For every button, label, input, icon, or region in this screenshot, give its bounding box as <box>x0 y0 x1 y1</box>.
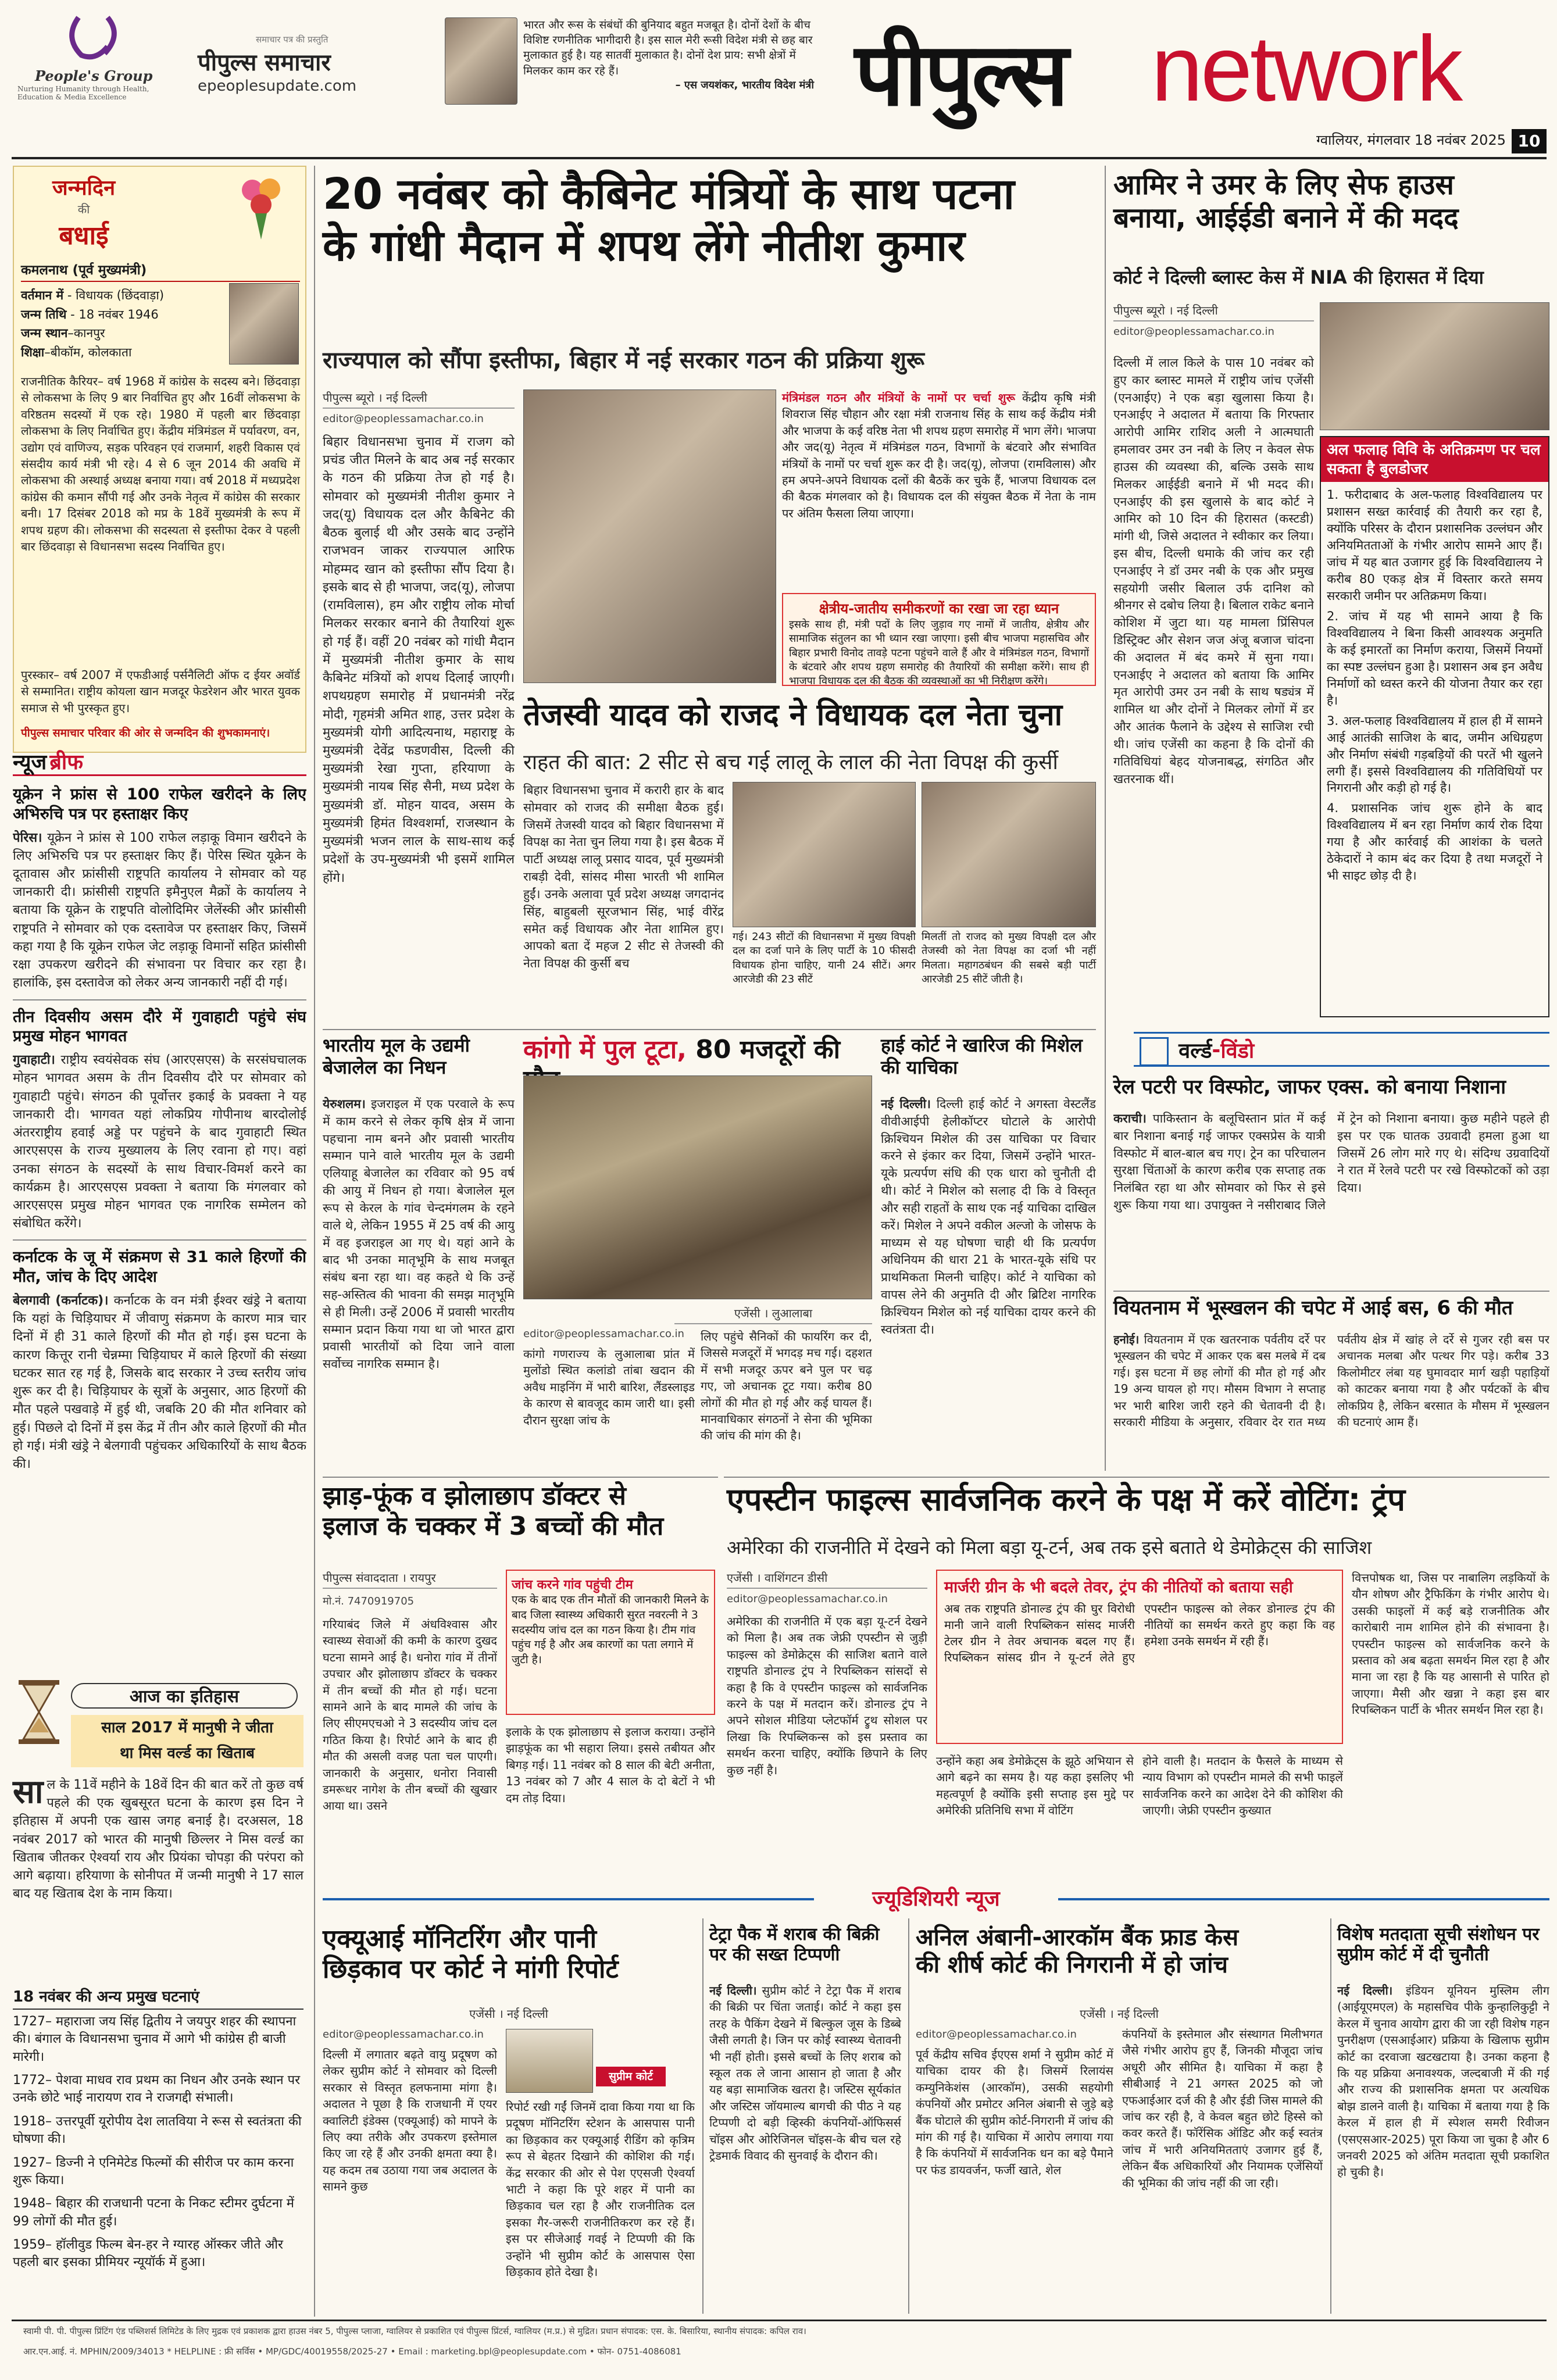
misheel-dateline: नई दिल्ली। <box>881 1097 931 1111</box>
tejashwi-photo-2 <box>922 782 1096 927</box>
al-falah-point: 1. फरीदाबाद के अल-फलाह विश्वविद्यालय पर प्रशासन सख्त कार्रवाई की तैयारी कर रहा है, क्योंकि परिसर के दौरान प्रशासनिक उल्लंघन और अनियमितताओं के गंभीर आरोप सामने आए हैं। जांच में यह बात उजागर हुई कि विश्वविद्यालय ने करीब 80 एकड़ क्षेत्र में विस्तार करते समय सरकारी जमीन पर अतिक्रमण किया। <box>1327 488 1542 603</box>
group-tagline: Nurturing Humanity through Health, Education & Media Excellence <box>17 85 149 101</box>
nia-email: editor@peoplessamachar.co.in <box>1113 326 1274 338</box>
jaishankar-photo <box>445 17 517 105</box>
world-item1-title: रेल पटरी पर विस्फोट, जाफर एक्स. को बनाया निशाना <box>1113 1075 1506 1099</box>
news-brief-list <box>13 785 306 1680</box>
section-rule <box>323 1029 1096 1030</box>
judiciary-item1-col1: दिल्ली में लगातार बढ़ते वायु प्रदूषण को लेकर सुप्रीम कोर्ट ने सोमवार को दिल्ली सरकार से विस्तृत हलफनामा मांगा है। अदालत ने पूछा है कि राजधानी में एयर क्वालिटी इंडेक्स (एक्यूआई) को मापने के लिए क्या तरीके और उपकरण इस्तेमाल किए जा रहे हैं और उनकी क्षमता क्या है। यह कदम तब उठाया गया जब अदालत के सामने कुछ <box>323 2047 497 2194</box>
child-deaths-headline-line2: इलाज के चक्कर में 3 बच्चों की मौत <box>323 1511 664 1541</box>
lead-byline: पीपुल्स ब्यूरो । नई दिल्ली <box>323 389 515 409</box>
hourglass-icon <box>13 1677 65 1747</box>
epstein-box <box>936 1570 1343 1744</box>
lead-headline-line1: 20 नवंबर को कैबिनेट मंत्रियों के साथ पटना <box>323 169 1015 219</box>
congo-col2: लिए पहुंचे सैनिकों की फायरिंग कर दी, जिससे मजदूरों में भगदड़ मच गई। दहशत में सभी मजदूर ऊपर बने पुल पर चढ़ गए, जो अचानक टूट गया। करीब 80 लोगों की मौत हो गई और कई घायल हैं। मानवाधिकार संगठनों ने सेना की भूमिका की जांच की मांग की है। <box>701 1330 872 1443</box>
al-falah-point: 4. प्रशासनिक जांच शुरू होने के बाद विश्वविद्यालय में बन रहा निर्माण कार्य रोक दिया गया है और कार्रवाई की आशंका के चलते ठेकेदारों ने काम बंद कर दिया है तथा मजदूरों ने भी साइट छोड़ दी है। <box>1327 801 1542 883</box>
lead-headline <box>323 169 1096 320</box>
epstein-col2: उन्होंने कहा अब डेमोक्रेट्स के झूठे अभियान से आगे बढ़ने का समय है। यह कहा इसलिए भी महत्वपूर्ण है क्योंकि इसी सप्ताह इस मुद्दे पर अमेरिकी प्रतिनिधि सभा में वोटिंग <box>936 1754 1134 1818</box>
al-falah-title: अल फलाह विवि के अतिक्रमण पर चल सकता है बुलडोजर <box>1321 437 1548 482</box>
misheel-text: दिल्ली हाई कोर्ट ने अगस्ता वेस्टलैंड वीवीआईपी हेलीकॉप्टर घोटाले के आरोपी क्रिश्चियन मिशेल की उस याचिका पर विचार करने से इंकार कर दिया, जिसमें उन्होंने भारत-यूके प्रत्यर्पण संधि की एक धारा को चुनौती दी थी। कोर्ट ने मिशेल को सलाह दी कि वे विस्तृत और सही राहतों के साथ एक नई याचिका दाखिल करें। मिशेल ने अपने वकील अल्जो के जोसफ के माध्यम से यह घोषणा चाही थी कि प्रत्यर्पण अधिनियम की धारा 21 के भारत-यूके संधि पर प्राथमिकता मिलनी चाहिए। कोर्ट ने याचिका को वापस लेने की अनुमति दी और ब्रिटिश नागरिक क्रिश्चियन मिशेल को नई याचिका दायर करने की स्वतंत्रता दी। <box>881 1097 1096 1336</box>
history-event: 1772– पेशवा माधव राव प्रथम का निधन और उनके स्थान पर उनके छोटे भाई नारायण राव ने राजगद्दी संभाली। <box>13 2073 301 2106</box>
al-falah-points <box>1321 482 1548 892</box>
section-rule <box>323 1477 718 1478</box>
peoples-group-emblem-icon <box>58 12 128 64</box>
history-event: 1918– उत्तरपूर्वी यूरोपीय देश लातविया ने रूस से स्वतंत्रता की घोषणा की। <box>13 2114 302 2147</box>
paper-small-text: समाचार पत्र की प्रस्तुति <box>256 34 328 45</box>
lead-box <box>782 593 1096 686</box>
congo-email: editor@peoplessamachar.co.in <box>523 1328 684 1340</box>
judiciary-item3-col2: कंपनियों के इस्तेमाल और संस्थागत मिलीभगत जैसे गंभीर आरोप हुए हैं, जिनकी मौजूदा जांच अधूरी और सीमित है। याचिका में कहा है सीबीआई ने 21 अगस्त 2025 को जो एफआईआर दर्ज की है और ईडी जिस मामले की जांच कर रही है, वे केवल बहुत छोटे हिस्से को कवर करते हैं। फॉरेंसिक ऑडिट और कई स्वतंत्र जांच में भारी अनियमितताएं उजागर हुई हैं, लेकिन बैंक अधिकारियों और नियामक एजेंसियों की भूमिका की जांच नहीं की जा रही। <box>1122 2027 1323 2190</box>
footer-rule <box>12 2320 1547 2321</box>
brief-2-title: तीन दिवसीय असम दौरे में गुवाहाटी पहुंचे संघ प्रमुख मोहन भागवत <box>13 1007 306 1046</box>
tejashwi-subhead: राहत की बात: 2 सीट से बच गई लालू के लाल की नेता विपक्ष की कुर्सी <box>523 751 1058 774</box>
birthplace-label: जन्म स्थान <box>21 326 68 341</box>
al-falah-point: 3. अल-फलाह विश्वविद्यालय में हाल ही में सामने आई आतंकी साजिश के बाद, जमीन अधिग्रहण और निर्माण संबंधी गड़बड़ियों की परतें भी खुलने लगी हैं। इससे विश्वविद्यालय की गतिविधियों पर निगरानी और कड़ी हो गई है। <box>1327 713 1542 795</box>
current-value: - विधायक (छिंदवाड़ा) <box>67 288 165 302</box>
tejashwi-body: बिहार विधानसभा चुनाव में करारी हार के बाद सोमवार को राजद की समीक्षा बैठक हुई। जिसमें तेजस्वी यादव को बिहार विधानसभा में विपक्ष का नेता चुन लिया गया है। इस बैठक में पार्टी अध्यक्ष लालू प्रसाद यादव, पूर्व मुख्यमंत्री राबड़ी देवी, सांसद मीसा भारती भी शामिल हुईं। उनके अलावा पूर्व प्रदेश अध्यक्ष जगदानंद सिंह, बाहुबली सूरजभान सिंह, भाई वीरेंद्र समेत कई विधायक और नेता शामिल हुए। आपको बता दें महज 2 सीट से तेजस्वी की नेता विपक्ष की कुर्सी बच <box>523 783 724 971</box>
lead-box-body: इसके साथ ही, मंत्री पदों के लिए जुड़ाव गए नामों में जातीय, क्षेत्रीय और सामाजिक संतुलन का भी ध्यान रखा जाएगा। इसी बीच भाजपा महासचिव और बिहार प्रभारी विनोद तावड़े पटना पहुंचने वाले हैं और वे मंत्रिमंडल गठन, विभागों के बंटवारे और शपथ ग्रहण समारोह की तैयारियों की समीक्षा करेंगे। साथ ही भाजपा विधायक दल की बैठक की व्यवस्थाओं का भी निरीक्षण करेंगे। <box>789 619 1089 688</box>
column-divider <box>1330 1918 1331 2314</box>
nia-byline: पीपुल्स ब्यूरो । नई दिल्ली <box>1113 302 1314 321</box>
judiciary-item3-email: editor@peoplessamachar.co.in <box>916 2028 1077 2040</box>
title-english: network <box>1151 16 1461 120</box>
brief-2-body: राष्ट्रीय स्वयंसेवक संघ (आरएसएस) के सरसंघचालक मोहन भागवत असम के तीन दिवसीय दौरे पर सोमवार को गुवाहाटी पहुंचे। संगठन की पूर्वोत्तर इकाई के प्रवक्ता ने यह जानकारी दी। भागवत यहां लोकप्रिय गोपीनाथ बारदोलोई अंतरराष्ट्रीय हवाई अड्डे पर पहुंचने के बाद गुवाहाटी स्थित आरएसएस के राज्य मुख्यालय के लिए रवाना हो गए। वहां उनका संगठन के सदस्यों के साथ विचार-विमर्श करने का कार्यक्रम है। आरएसएस प्रवक्ता ने बताया कि मंगलवार को आरएसएस प्रमुख मोहन भागवत एक नागरिक सम्मेलन को संबोधित करेंगे। <box>13 1053 306 1231</box>
brief-2-dateline: गुवाहाटी। <box>13 1053 55 1068</box>
world-item2-body <box>1113 1331 1549 1471</box>
current-label: वर्तमान में <box>21 288 64 302</box>
epstein-email: editor@peoplessamachar.co.in <box>727 1593 888 1605</box>
history-subtitle-line2: था मिस वर्ल्ड का खिताब <box>120 1745 255 1762</box>
epstein-box-body: अब तक राष्ट्रपति डोनाल्ड ट्रंप की घुर विरोधी मानी जाने वाली रिपब्लिकन सांसद मार्जरी टेलर ग्रीन ने तेवर अचानक बदल गए हैं। रिपब्लिकन सांसद ग्रीन ने यू-टर्न लेते हुए एपस्टीन फाइल्स को लेकर डोनाल्ड ट्रंप की नीतियों का समर्थन करते हुए कहा कि वह हमेशा उनके समर्थन में रही हैं। <box>944 1602 1335 1664</box>
lead-email: editor@peoplessamachar.co.in <box>323 413 484 425</box>
brief-3-body: कर्नाटक के वन मंत्री ईश्वर खंड्रे ने बताया कि यहां के चिड़ियाघर में जीवाणु संक्रमण के कारण मात्र चार दिनों में ही 31 काले हिरणों की मौत हो गई। इस घटना के कारण कित्तूर रानी चेन्नम्मा चिड़ियाघर में काले हिरणों की संख्या घटकर सात रह गई है, जिसके बाद सरकार ने उच्च स्तरीय जांच शुरू कर दी है। चिड़ियाघर के सूत्रों के अनुसार, आठ हिरणों की मौत पहले पखवाड़े में हुई थी, जबकि 20 की मौत शनिवार को हुई। पिछले दो दिनों में इस केंद्र में तीन और काले हिरणों की मौत हो गई। मंत्री खंड्रे ने बेलगावी पहुंचकर अधिकारियों के साथ बैठक की। <box>13 1293 306 1472</box>
child-deaths-col1: गरियाबंद जिले में अंधविश्वास और स्वास्थ्य सेवाओं की कमी के कारण दुखद घटना सामने आई है। धनोरा गांव में तीनों उपचार और झोलाछाप डॉक्टर के चक्कर में तीन बच्चों की मौत हो गई। घटना सामने आने के बाद मामले की जांच के लिए सीएमएचओ ने 3 सदस्यीय जांच दल गठित किया है। रिपोर्ट आने के बाद ही मौत की असली वजह पता चल पाएगी। जानकारी के अनुसार, धनोरा निवासी डमरूधर नागेश के तीन बच्चों की खुखार आया था। उसने <box>323 1617 497 1813</box>
brief-1-title: यूक्रेन ने फ्रांस से 100 राफेल खरीदने के लिए अभिरुचि पत्र पर हस्ताक्षर किए <box>13 785 306 823</box>
epstein-box-title: मार्जरी ग्रीन के भी बदले तेवर, ट्रंप की नीतियों को बताया सही <box>944 1578 1293 1596</box>
history-events-list <box>13 2013 303 2292</box>
misheel-body <box>881 1096 1096 1471</box>
al-falah-point: 2. जांच में यह भी सामने आया है कि विश्वविद्यालय ने बिना किसी आवश्यक अनुमति के कई इमारतों का निर्माण कराया, जिसमें नियमों का स्पष्ट उल्लंघन हुआ है। प्रशासन अब इन अवैध निर्माणों को ध्वस्त करने की योजना तैयार कर रहा है। <box>1327 609 1542 707</box>
world-item2-title: वियतनाम में भूस्खलन की चपेट में आई बस, 6 की मौत <box>1113 1296 1513 1320</box>
nia-photo <box>1320 302 1549 430</box>
quote-text: भारत और रूस के संबंधों की बुनियाद बहुत मजबूत है। दोनों देशों के बीच विशिष्ट रणनीतिक भागीदारी है। इस साल मेरी रूसी विदेश मंत्री से छह बार मुलाकात हुई है। यह सातवीं मुलाकात है। दोनों देश प्राय: सभी क्षेत्रों में मिलकर काम कर रहे हैं। <box>523 19 813 77</box>
nia-body: दिल्ली में लाल किले के पास 10 नवंबर को हुए कार ब्लास्ट मामले में राष्ट्रीय जांच एजेंसी (एनआईए) ने एक बड़ा खुलासा किया है। एनआईए ने अदालत में बताया कि गिरफ्तार आरोपी आमिर राशिद अली ने आत्मघाती हमलावर उमर उन नबी के लिए न केवल सेफ हाउस की व्यवस्था की, बल्कि उसके साथ मिलकर आईईडी बनाने में भी मदद की। एनआईए की इस खुलासे के बाद कोर्ट ने आमिर को 10 दिन की हिरासत (कस्टडी) मांगी थी, जिसे अदालत ने स्वीकार कर लिया। इस बीच, दिल्ली धमाके की जांच कर रही एनआईए ने डॉ उमर नबी के एक और प्रमुख सहयोगी जसीर बिलाल उर्फ दानिश को श्रीनगर से दबोच लिया है। बिलाल राकेट बनाने कोशिश में जुटा था। यह मामला प्रिंसिपल डिस्ट्रिक्ट और सेशन जज अंजू बजाज चांदना की अदालत में बंद कमरे में सुना गया। एनआईए ने अदालत को बताया कि आमिर मृत आरोपी उमर उन नबी के साथ षड्यंत्र में शामिल था और दोनों ने मिलकर लोगों में डर और आतंक फैलाने के उद्देश्य से साजिश रची थी। जांच एजेंसी का कहना है कि दोनों की गतिविधियां बेहद योजनाबद्ध, संगठित और खतरनाक थीं। <box>1113 356 1314 786</box>
judiciary-item2-body <box>709 1982 901 2311</box>
title-hindi: पीपुल्स <box>855 24 1067 126</box>
birthday-name: कमलनाथ (पूर्व मुख्यमंत्री) <box>21 260 300 282</box>
birthday-heading-top: जन्मदिन <box>52 176 116 200</box>
nia-subhead: कोर्ट ने दिल्ली ब्लास्ट केस में NIA की हिरासत में दिया <box>1113 266 1484 288</box>
obituary-body <box>323 1096 515 1471</box>
brief-1-dateline: पेरिस। <box>13 830 42 845</box>
judiciary-item3-byline: एजेंसी । नई दिल्ली <box>1080 2007 1159 2021</box>
brief-divider <box>13 999 306 1000</box>
birthday-facts <box>21 286 213 362</box>
section-rule <box>1113 1291 1549 1292</box>
congo-col1: कांगो गणराज्य के लुआलाबा प्रांत में मुलोंडो स्थित कलांडो तांबा खदान की अवैध माइनिंग में भारी बारिश, लैंडस्लाइड के कारण से बावजूद काम जारी था। इसी दौरान सुरक्षा जांच के <box>523 1347 695 1427</box>
judiciary-item2-headline: टेट्रा पैक में शराब की बिक्री पर की सख्त टिप्पणी <box>709 1924 880 1966</box>
lead-body: बिहार विधानसभा चुनाव में राजग को प्रचंड जीत मिलने के बाद अब नई सरकार के गठन की प्रक्रिया तेज हो गई है। सोमवार को मुख्यमंत्री नीतीश कुमार ने जद(यू) विधायक दल और कैबिनेट की बैठक बुलाई थी और उसके बाद उन्होंने राजभवन जाकर राज्यपाल आरिफ मोहम्मद खान को इस्तीफा सौंप दिया है। इसके बाद से ही भाजपा, जद(यू), लोजपा (रामविलास), हम और राष्ट्रीय लोक मोर्चा मिलकर सरकार बनाने की तैयारियां शुरू हो गई हैं। वहीं 20 नवंबर को गांधी मैदान में मुख्यमंत्री नीतीश कुमार के साथ कैबिनेट मंत्रियों को शपथ दिलाई जाएगी। शपथग्रहण समारोह में प्रधानमंत्री नरेंद्र मोदी, गृहमंत्री अमित शाह, उत्तर प्रदेश के मुख्यमंत्री योगी आदित्यनाथ, महाराष्ट्र के मुख्यमंत्री देवेंद्र फडणवीस, दिल्ली की मुख्यमंत्री रेखा गुप्ता, हरियाणा के मुख्यमंत्री नायब सिंह सैनी, मध्य प्रदेश के मुख्यमंत्री डॉ. मोहन यादव, असम के मुख्यमंत्री हिमंत विश्वशर्मा, राजस्थान के मुख्यमंत्री भजन लाल के साथ-साथ कई प्रदेशों के उप-मुख्यमंत्री भी इसमें शामिल होंगे। <box>323 435 515 885</box>
column-divider <box>1105 166 1106 1471</box>
birthday-box <box>13 166 306 753</box>
history-event: 1948– बिहार की राजधानी पटना के निकट स्टीमर दुर्घटना में 99 लोगों की मौत हुई। <box>13 2196 294 2229</box>
history-events-heading: 18 नवंबर की अन्य प्रमुख घटनाएं <box>13 1985 303 2010</box>
child-deaths-box <box>506 1570 715 1715</box>
child-deaths-box-body: एक के बाद एक तीन मौतों की जानकारी मिलने के बाद जिला स्वास्थ्य अधिकारी सुरत नवरत्नी ने 3 सदस्यीय जांच दल का गठन किया है। टीम गांव पहुंच गई है और अब कारणों का पता लगाने में जुटी है। <box>512 1593 709 1667</box>
column-divider <box>702 1918 703 2314</box>
history-subtitle <box>71 1715 303 1767</box>
page-number: 10 <box>1512 129 1547 153</box>
child-deaths-phone: मो.नं. 7470919705 <box>323 1595 415 1607</box>
history-event: 1959– हॉलीवुड फिल्म बेन-हर ने ग्यारह ऑस्कर जीते और पहली बार इसका प्रीमियर न्यूयॉर्क में हुआ। <box>13 2237 284 2270</box>
education-label: शिक्षा <box>21 345 45 359</box>
brief-3-title: कर्नाटक के जू में संक्रमण से 31 काले हिरणों की मौत, जांच के दिए आदेश <box>13 1248 306 1287</box>
group-name: People's Group <box>35 67 153 84</box>
peoples-group-logo <box>12 12 180 99</box>
flower-bouquet-icon <box>229 173 293 242</box>
lead-subhead: राज्यपाल को सौंपा इस्तीफा, बिहार में नई सरकार गठन की प्रक्रिया शुरू <box>323 347 924 374</box>
masthead-rule <box>12 157 1547 159</box>
history-subtitle-line1: साल 2017 में मानुषी ने जीता <box>101 1719 273 1736</box>
judiciary-item1-headline-line2: छिड़काव पर कोर्ट ने मांगी रिपोर्ट <box>323 1954 619 1984</box>
dob-value: - 18 नवंबर 1946 <box>70 307 159 321</box>
kamalnath-photo <box>229 283 299 364</box>
judiciary-item3-col1: पूर्व केंद्रीय सचिव ईएएस शर्मा ने सुप्रीम कोर्ट में याचिका दायर की है। जिसमें रिलायंस कम्युनिकेशंस (आरकॉम), उसकी सहयोगी कंपनियों और प्रमोटर अनिल अंबानी से जुड़े बड़े बैंक घोटाले की सुप्रीम कोर्ट-निगरानी में जांच की मांग की गई है। याचिका में आरोप लगाया गया है कि कंपनियों में सार्वजनिक धन का बड़े पैमाने पर फंड डायवर्जन, फर्जी खाते, शेल <box>916 2047 1113 2177</box>
section-rule <box>724 1477 1549 1478</box>
news-brief-label-b: ब्रीफ <box>49 751 83 774</box>
birthday-career: राजनीतिक कैरियर– वर्ष 1968 में कांग्रेस के सदस्य बने। छिंदवाड़ा से लोकसभा के लिए 9 बार निर्वाचित हुए और 16वीं लोकसभा के वरिष्ठतम सदस्यों में एक रहे। 1980 में पहली बार छिंदवाड़ा लोकसभा के लिए निर्वाचित हुए। केंद्रीय मंत्रिमंडल में पर्यावरण, वन, उद्योग एवं वाणिज्य, सड़क परिवहन एवं राजमार्ग, शहरी विकास एवं संसदीय कार्य मंत्री भी रहे। 4 से 6 जून 2014 की अवधि में लोकसभा की अस्थाई अध्यक्ष बनाया गया। वर्ष 2018 में मध्यप्रदेश कांग्रेस की कमान सौंपी गई और उनके नेतृत्व में कांग्रेस की सरकार बनी। 17 दिसंबर 2018 को मप्र के 18वें मुख्यमंत्री के रूप में शपथ ग्रहण की। लोकसभा की सदस्यता से इस्तीफा देकर वे पहली बार छिंदवाड़ा से विधानसभा सदस्य निर्वाचित हुए। <box>21 374 300 553</box>
world-window-header: वर्ल्ड-विंडो <box>1134 1032 1549 1067</box>
history-event: 1727– महाराजा जय सिंह द्वितीय ने जयपुर शहर की स्थापना की। बंगाल के विधानसभा चुनाव में आगे भी कांग्रेस ही बाजी मारेगी। <box>13 2014 297 2064</box>
birthplace-value: –कानपुर <box>67 326 105 341</box>
lead-headline-line2: के गांधी मैदान में शपथ लेंगे नीतीश कुमार <box>323 220 965 271</box>
judiciary-item2-dateline: नई दिल्ली। <box>709 1984 757 1997</box>
obituary-text: इजराइल में एक परवाले के रूप में काम करने से लेकर कृषि क्षेत्र में जाना पहचाना नाम बनने और प्रवासी भारतीय सम्मान पाने वाले भारतीय मूल के उद्यमी एलियाहू बेजालेल का रविवार को 95 वर्ष की आयु में निधन हो गया। बेजालेल मूल रूप से केरल के गांव चेन्दमंगलम के रहने वाले थे, लेकिन 1955 में 25 वर्ष की आयु में वह इजराइल आ गए थे। यहां आने के बाद भी उनका मातृभूमि के साथ मजबूत संबंध बना रहा था। वह कहते थे कि उन्हें सह-अस्तित्व की भावना की समझ मातृभूमि से ही मिली। उन्हें 2006 में प्रवासी भारतीय सम्मान प्रदान किया गया था जो भारत द्वारा प्रवासी भारतीयों को दिया जाने वाला सर्वोच्च नागरिक सम्मान है। <box>323 1097 515 1371</box>
judiciary-item1-email: editor@peoplessamachar.co.in <box>323 2028 484 2040</box>
brief-3-dateline: बेलगावी (कर्नाटक)। <box>13 1293 109 1308</box>
news-brief-label-a: न्यूज <box>13 751 47 774</box>
tejashwi-caption-2: मिलतीं तो राजद को मुख्य विपक्षी दल और तेजस्वी को नेता विपक्ष का दर्जा भी नहीं मिलता। महागठबंधन की सबसे बड़ी पार्टी आरजेडी 25 सीटें जीती है। <box>922 931 1096 985</box>
imprint-line1: स्वामी पी. पी. पीपुल्स प्रिंटिंग एंड पब्लिशर्स लिमिटेड के लिए मुद्रक एवं प्रकाशक द्वारा हाउस नंबर 5, पीपुल्स प्लाजा, ग्वालियर से प्रकाशित एवं पीपुल्स प्रिंटर्स, ग्वालियर (म.प्र.) से मुद्रित। प्रधान संपादक: एस. के. बिसारिया, स्थानीय संपादक: कपिल राव। <box>23 2326 806 2336</box>
history-text: ल के 11वें महीने के 18वें दिन की बात करें तो कुछ वर्ष पहले की एक खुबसूरत घटना के कारण इस दिन ने इतिहास में अपनी एक खास जगह बनाई है। दरअसल, 18 नवंबर 2017 को भारत की मानुषी छिल्लर ने मिस वर्ल्ड का खिताब जीतकर ऐश्वर्या राय और प्रियंका चोपड़ा की परंपरा को आगे बढ़ाया। हरियाणा के सोनीपत में जन्मी मानुषी ने 17 साल बाद यह खिताब देश के नाम किया। <box>13 1778 303 1902</box>
dateline: ग्वालियर, मंगलवार 18 नवंबर 2025 <box>1316 132 1506 148</box>
brief-1-body: यूक्रेन ने फ्रांस से 100 राफेल लड़ाकू विमान खरीदने के लिए अभिरुचि पत्र पर हस्ताक्षर किए हैं। पेरिस स्थित यूक्रेन के दूतावास और फ्रांसीसी राष्ट्रपति कार्यालय ने सोमवार को यह जानकारी दी। फ्रांसीसी राष्ट्रपति इमैनुएल मैक्रों के कार्यालय ने बताया कि यूक्रेन के राष्ट्रपति वोलोदिमिर जेलेंस्की और फ्रांसीसी राष्ट्रपति ने सोमवार को एक दस्तावेज पर हस्ताक्षर किए, जिसमें कहा गया है कि यूक्रेन राफेल जेट लड़ाकू विमानों सहित फ्रांसीसी रक्षा उपकरण खरीदने की संभावना पर विचार कर रहा है। हालांकि, इस दस्तावेज को लेकर अन्य जानकारी नहीं दी गई। <box>13 830 306 991</box>
column-divider <box>314 166 315 2317</box>
lead-box-title: क्षेत्रीय-जातीय समीकरणों का रखा जा रहा ध्यान <box>819 601 1059 617</box>
history-dropcap: सा <box>13 1773 44 1811</box>
judiciary-item1-byline: एजेंसी । नई दिल्ली <box>469 2007 548 2021</box>
news-brief-header <box>13 747 306 776</box>
quote-box <box>523 17 814 110</box>
nia-headline-line2: बनाया, आईईडी बनाने में की मदद <box>1113 201 1459 234</box>
world-item1-body <box>1113 1110 1549 1285</box>
obituary-dateline: येरुशलम। <box>323 1097 366 1111</box>
lead-photo <box>523 389 776 683</box>
network-title <box>855 12 1552 128</box>
misheel-headline: हाई कोर्ट ने खारिज की मिशेल की याचिका <box>881 1034 1083 1078</box>
child-deaths-col3: इलाके के एक झोलाछाप से इलाज कराया। उन्होंने झाड़फूंक का भी सहारा लिया। इससे तबीयत और बिगड़ गई। 11 नवंबर को 8 साल की बेटी अनीता, 13 नवंबर को 7 और 4 साल के दो बेटों ने भी दम तोड़ दिया। <box>506 1725 715 1805</box>
nia-headline-line1: आमिर ने उमर के लिए सेफ हाउस <box>1113 169 1454 201</box>
world-item1-dateline: कराची। <box>1113 1112 1147 1125</box>
obituary-headline: भारतीय मूल के उद्यमी बेजालेल का निधन <box>323 1034 470 1078</box>
congo-headline-a: कांगो में पुल टूटा, <box>523 1035 687 1064</box>
globe-icon <box>1140 1037 1169 1066</box>
epstein-col3: होने वाली है। मतदान के फैसले के माध्यम से न्याय विभाग को एपस्टीन मामले की सभी फाइलें सार्वजनिक करने का आदेश देने की कोशिश की जाएगी। जेफ्री एपस्टीन कुख्यात <box>1142 1754 1343 1818</box>
lead-sidebar <box>782 389 1096 590</box>
judiciary-item3-headline <box>916 1924 1323 2000</box>
child-deaths-headline <box>323 1481 718 1563</box>
birthday-heading <box>31 173 136 251</box>
world-item2-text: वियतनाम में एक खतरनाक पर्वतीय दर्रे पर भूस्खलन की चपेट में आकर एक बस मलबे में दब गई। इस घटना में छह लोगों की मौत हो गई और 19 अन्य घायल हो गए। मौसम विभाग ने सप्ताह भर भारी बारिश जारी रहने की चेतावनी दी है। सरकारी मीडिया के अनुसार, रविवार देर रात मध्य पर्वतीय क्षेत्र में खांह ले दर्रे से गुजर रही बस पर अचानक मलबा और पत्थर गिर पड़े। करीब 33 किलोमीटर लंबा यह घुमावदार मार्ग खड़ी पहाड़ियों को काटकर बनाया गया है और पर्यटकों के बीच लोकप्रिय है, लेकिन बरसात के मौसम में भूस्खलन की घटनाएं आम हैं। <box>1113 1332 1549 1429</box>
brief-divider <box>13 1239 306 1241</box>
congo-headline-b: 80 मजदूरों की <box>695 1035 841 1064</box>
tejashwi-caption-1: गई। 243 सीटों की विधानसभा में मुख्य विपक्षी दल का दर्जा पाने के लिए पार्टी के 10 फीसदी विधायक होना चाहिए, यानी 24 सीटें। अगर आरजेडी की 23 सीटें <box>733 931 916 985</box>
epstein-col1: अमेरिका की राजनीति में एक बड़ा यू-टर्न देखने को मिला है। अब तक जेफ्री एपस्टीन से जुड़ी फाइल्स को डेमोक्रेट्स की साजिश बताने वाले राष्ट्रपति डोनाल्ड ट्रंप ने रिपब्लिकन सांसदों से कहा है कि वे एपस्टीन फाइल्स को सार्वजनिक करने के पक्ष में मतदान करें। डोनाल्ड ट्रंप ने अपने सोशल मीडिया प्लेटफॉर्म ट्रुथ सोशल पर लिखा कि रिपब्लिकन्स को इस प्रस्ताव का समर्थन करना चाहिए, क्योंकि छिपाने के लिए कुछ नहीं है। <box>727 1614 927 1777</box>
child-deaths-byline: पीपुल्स संवाददाता । रायपुर <box>323 1570 497 1589</box>
supreme-court-stamp: सुप्रीम कोर्ट <box>596 2067 666 2086</box>
child-deaths-headline-line1: झाड़-फूंक व झोलाछाप डॉक्टर से <box>323 1481 626 1511</box>
epstein-col4: वित्तपोषक था, जिस पर नाबालिग लड़कियों के यौन शोषण और ट्रैफिकिंग के गंभीर आरोप थे। उसकी फाइलों में कई बड़े राजनीतिक और कारोबारी नाम शामिल होने की संभावना है। एपस्टीन फाइल्स को सार्वजनिक करने के प्रस्ताव को अब बढ़ता समर्थन मिल रहा है और माना जा रहा है कि यह आसानी से पारित हो जाएगा। मैसी और खन्ना ने कहा इस बार रिपब्लिकन पार्टी के भीतर समर्थन मिल रहा है। <box>1352 1571 1549 1717</box>
paper-brand <box>198 34 430 98</box>
nia-headline <box>1113 169 1549 256</box>
congo-byline: एजेंसी । लुआलाबा <box>674 1305 872 1324</box>
lead-sidebar-title: मंत्रिमंडल गठन और मंत्रियों के नामों पर चर्चा शुरू <box>782 391 1015 405</box>
world-item2-dateline: हनोई। <box>1113 1332 1140 1346</box>
world-label-b: विंडो <box>1220 1039 1255 1063</box>
judiciary-item1-headline-line1: एक्यूआई मॉनिटरिंग और पानी <box>323 1924 597 1954</box>
paper-name: पीपुल्स समाचार <box>198 49 331 76</box>
birthday-awards: पुरस्कार– वर्ष 2007 में एफडीआई पर्सनैलिटी ऑफ द ईयर अवॉर्ड से सम्मानित। राष्ट्रीय कोयला खान मजदूर फेडरेशन और भारत युवक समाज से भी पुरस्कृत हुए। <box>21 668 300 715</box>
judiciary-item3-headline-line2: की शीर्ष कोर्ट की निगरानी में हो जांच <box>916 1952 1228 1979</box>
epstein-byline: एजेंसी । वाशिंगटन डीसी <box>727 1570 927 1589</box>
judiciary-item4-body <box>1337 1982 1549 2311</box>
supreme-court-photo <box>506 2029 593 2093</box>
judiciary-item4-headline: विशेष मतदाता सूची संशोधन पर सुप्रीम कोर्ट में दी चुनौती <box>1337 1924 1540 1966</box>
lead-sidebar-body: केंद्रीय कृषि मंत्री शिवराज सिंह चौहान और रक्षा मंत्री राजनाथ सिंह के साथ कई केंद्रीय मंत्री और भाजपा के कई वरिष्ठ नेता भी शपथ ग्रहण समारोह में भाग लेंगे। भाजपा और जद(यू) नेतृत्व में मंत्रिमंडल गठन, विभागों के बंटवारे और संभावित मंत्रियों के नामों पर चर्चा शुरू कर दी है। जद(यू), लोजपा (रामविलास) और हम अपने-अपने विधायक दलों की बैठकें कर चुके हैं, भाजपा विधायक दल की बैठक मंगलवार को है। विधायक दल की संयुक्त बैठक में नेता के नाम पर अंतिम फैसला लिया जाएगा। <box>782 391 1096 520</box>
judiciary-item4-text: इंडियन यूनियन मुस्लिम लीग (आईयूएमएल) के महासचिव पीके कुन्हालिकुट्टी ने केरल में चुनाव आयोग द्वारा की जा रही विशेष गहन पुनरीक्षण (एसआईआर) प्रक्रिया के खिलाफ सुप्रीम कोर्ट का दरवाजा खटखटाया है। उनका कहना है कि यह प्रक्रिया अनावश्यक, जल्दबाजी में की गई और राज्य की प्रशासनिक क्षमता पर अत्यधिक बोझ डालने वाली है। याचिका में बताया गया है कि केरल में हाल ही में स्पेशल समरी रिवीजन (एसएसआर-2025) पूरा किया जा चुका है और 6 जनवरी 2025 को अंतिम मतदाता सूची प्रकाशित हो चुकी है। <box>1337 1984 1549 2179</box>
history-event: 1927– डिज्नी ने एनिमेटेड फिल्मों की सीरीज पर काम करना शुरू किया। <box>13 2155 294 2188</box>
judiciary-item1-col2: रिपोर्ट रखी गईं जिनमें दावा किया गया था कि प्रदूषण मॉनिटरिंग स्टेशन के आसपास पानी का छिड़काव कर एक्यूआई रीडिंग को कृत्रिम रूप से बेहतर दिखाने की कोशिश की गई। केंद्र सरकार की ओर से पेश एएसजी ऐश्वर्या भाटी ने कहा कि पूरे शहर में पानी का छिड़काव चल रहा है और राजनीतिक दल इसका गैर-जरूरी राजनीतिकरण कर रहे हैं। इस पर सीजेआई गवई ने टिप्पणी की कि उन्होंने भी सुप्रीम कोर्ट के आसपास ऐसा छिड़काव होते देखा है। <box>506 2100 695 2279</box>
congo-headline <box>523 1035 872 1070</box>
al-falah-box <box>1320 436 1549 1017</box>
judiciary-label: ज्यूडिशियरी न्यूज <box>814 1884 1058 1915</box>
website: epeoplesupdate.com <box>198 77 357 95</box>
child-deaths-box-title: जांच करने गांव पहुंची टीम <box>512 1578 633 1592</box>
birthday-footer: पीपुल्स समाचार परिवार की ओर से जन्मदिन की शुभकामनाएं। <box>21 727 270 739</box>
world-item1-text: पाकिस्तान के बलूचिस्तान प्रांत में कई बार निशाना बनाई गई जाफर एक्सप्रेस के यात्री विस्फोट में बाल-बाल बच गए। ट्रेन का परिचालन सुरक्षा चिंताओं के कारण करीब एक सप्ताह तक निलंबित रहा था और सोमवार को फिर से इसे शुरू किया गया था। उपायुक्त ने नसीराबाद जिले में ट्रेन को निशाना बनाया। कुछ महीने पहले ही इस पर एक घातक उग्रवादी हमला हुआ था जिसमें 26 लोग मारे गए थे। संदिग्ध उग्रवादियों ने रात में रेलवे पटरी पर रखे विस्फोटकों को उड़ा दिया। <box>1113 1112 1549 1213</box>
epstein-subhead: अमेरिका की राजनीति में देखने को मिला बड़ा यू-टर्न, अब तक इसे बताते थे डेमोक्रेट्स की साजिश <box>727 1536 1372 1559</box>
birthday-heading-mid: की <box>77 202 90 216</box>
tejashwi-headline: तेजस्वी यादव को राजद ने विधायक दल नेता चुना <box>523 698 1063 732</box>
congo-photo <box>523 1075 872 1299</box>
judiciary-item3-headline-line1: अनिल अंबानी-आरकॉम बैंक फ्राड केस <box>916 1924 1239 1951</box>
quote-author: – एस जयशंकर, भारतीय विदेश मंत्री <box>675 78 814 91</box>
education-value: –बीकॉम, कोलकाता <box>44 345 132 359</box>
epstein-headline: एपस्टीन फाइल्स सार्वजनिक करने के पक्ष में करें वोटिंग: ट्रंप <box>727 1481 1405 1518</box>
judiciary-item1-headline <box>323 1924 695 2000</box>
world-label-a: वर्ल्ड <box>1179 1039 1212 1063</box>
tejashwi-photo-1 <box>733 782 916 927</box>
history-heading: आज का इतिहास <box>71 1683 298 1709</box>
imprint-line2: आर.एन.आई. नं. MPHIN/2009/34013 * HELPLINE : फ्री सर्विस • MP/GDC/40019558/2025-27 • Email : marketing.bpl@peoplesupdate.com • फोन- 0751-4086081 <box>23 2346 681 2357</box>
history-section <box>13 1677 306 2311</box>
birthday-heading-bottom: बधाई <box>59 221 109 251</box>
history-body <box>13 1773 303 1903</box>
column-divider <box>908 1918 909 2314</box>
judiciary-item2-text: सुप्रीम कोर्ट ने टेट्रा पैक में शराब की बिक्री पर चिंता जताई। कोर्ट ने कहा इस तरह के पैकिंग देखने में बिल्कुल जूस के डिब्बे जैसी लगती है। जिन पर कोई स्वास्थ्य चेतावनी भी नहीं होती। इससे बच्चों के लिए शराब को स्कूल तक ले जाना आसान हो जाता है और यह बड़ा सामाजिक खतरा है। जस्टिस सूर्यकांत और जस्टिस जॉयमाल्य बागची की पीठ ने यह टिप्पणी दो बड़ी व्हिस्की कंपनियों-ऑफिसर्स चॉइस और ओरिजिनल चॉइस-के बीच चल रहे ट्रेडमार्क विवाद की सुनवाई के दौरान की। <box>709 1984 901 2163</box>
dob-label: जन्म तिथि <box>21 307 67 321</box>
judiciary-item4-dateline: नई दिल्ली। <box>1337 1984 1393 1997</box>
